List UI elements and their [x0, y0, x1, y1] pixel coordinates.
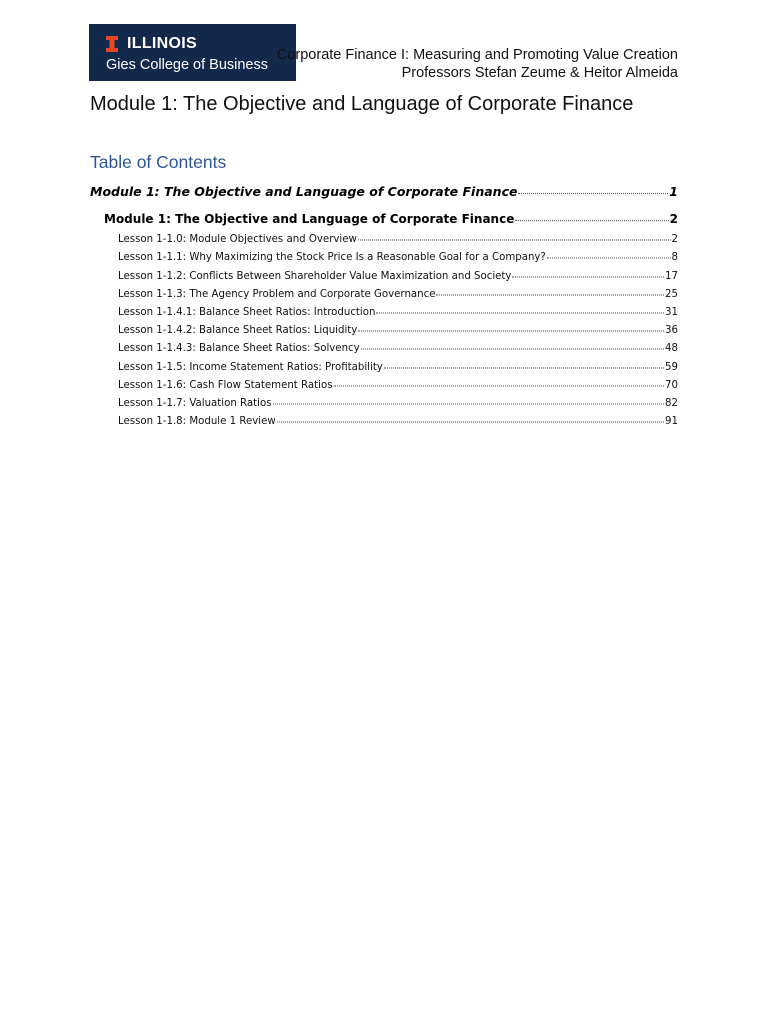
toc-heading: Table of Contents [90, 152, 227, 172]
illinois-gies-logo [89, 24, 296, 81]
course-title: Corporate Finance I: Measuring and Promoting Value Creation [276, 47, 678, 63]
toc-entry-title: Lesson 1-1.0: Module Objectives and Overview [118, 234, 357, 246]
toc-entry-title: Lesson 1-1.3: The Agency Problem and Corporate Governance [118, 288, 436, 300]
toc-entry-title: Lesson 1-1.8: Module 1 Review [118, 416, 276, 428]
toc-entry-title: Module 1: The Objective and Language of Corporate Finance [104, 212, 515, 226]
toc-entry-lesson[interactable] [118, 361, 678, 372]
toc-entry-lesson[interactable] [118, 380, 678, 391]
toc-entry-lesson[interactable] [118, 289, 678, 300]
toc-entry-level1[interactable] [90, 184, 678, 199]
toc-entry-title: Lesson 1-1.4.2: Balance Sheet Ratios: Liquidity [118, 325, 358, 337]
toc-entry-page: 2 [671, 234, 678, 246]
toc-entry-title: Lesson 1-1.6: Cash Flow Statement Ratios [118, 379, 333, 391]
toc-entry-lesson[interactable] [118, 234, 678, 245]
logo-illinois-text: ILLINOIS [127, 35, 197, 52]
document-title: Module 1: The Objective and Language of Corporate Finance [90, 93, 634, 115]
toc-entry-title: Lesson 1-1.5: Income Statement Ratios: Profitability [118, 361, 383, 373]
toc-entry-page: 31 [665, 306, 678, 318]
logo-line-illinois [106, 35, 197, 53]
toc-entry-title: Lesson 1-1.1: Why Maximizing the Stock Price Is a Reasonable Goal for a Company? [118, 252, 546, 264]
toc-entry-level2[interactable] [104, 212, 678, 226]
toc-entry-lesson[interactable] [118, 307, 678, 318]
toc-entry-lesson[interactable] [118, 416, 678, 427]
toc-entry-title: Lesson 1-1.4.1: Balance Sheet Ratios: Introduction [118, 306, 376, 318]
toc-dot-leader [384, 360, 664, 368]
toc-dot-leader [334, 378, 665, 386]
toc-entry-lesson[interactable] [118, 270, 678, 281]
toc-entry-page: 1 [669, 184, 678, 199]
toc-entry-title: Module 1: The Objective and Language of Corporate Finance [90, 184, 518, 199]
professors-line: Professors Stefan Zeume & Heitor Almeida [401, 64, 678, 81]
toc-entry-title: Lesson 1-1.4.3: Balance Sheet Ratios: Solvency [118, 343, 360, 355]
toc-entry-lesson[interactable] [118, 325, 678, 336]
toc-dot-leader [547, 251, 671, 259]
logo-gies-text: Gies College of Business [106, 57, 268, 73]
illinois-block-i-icon [106, 36, 118, 52]
toc-dot-leader [518, 184, 668, 194]
toc-entry-page: 25 [665, 288, 678, 300]
toc-entry-page: 91 [665, 416, 678, 428]
toc-entry-page: 70 [665, 379, 678, 391]
toc-entry-page: 59 [665, 361, 678, 373]
toc-entry-lesson[interactable] [118, 398, 678, 409]
toc-dot-leader [358, 323, 664, 331]
toc-entry-lesson[interactable] [118, 252, 678, 263]
toc-dot-leader [358, 232, 671, 240]
toc-dot-leader [273, 396, 665, 404]
toc-entry-title: Lesson 1-1.2: Conflicts Between Shareholder Value Maximization and Society [118, 270, 512, 282]
toc-dot-leader [515, 212, 668, 221]
toc-entry-page: 48 [665, 343, 678, 355]
toc-entry-title: Lesson 1-1.7: Valuation Ratios [118, 397, 272, 409]
toc-dot-leader [361, 342, 664, 350]
toc-entry-page: 36 [665, 325, 678, 337]
toc-entry-page: 17 [665, 270, 678, 282]
toc-dot-leader [277, 414, 664, 422]
toc-entry-lesson[interactable] [118, 343, 678, 354]
toc-entry-page: 2 [669, 212, 678, 226]
toc-dot-leader [436, 287, 664, 295]
page-header-right [277, 47, 678, 82]
toc-dot-leader [512, 269, 664, 277]
toc-entry-page: 82 [665, 397, 678, 409]
toc-entry-page: 8 [671, 252, 678, 264]
toc-dot-leader [376, 305, 664, 313]
